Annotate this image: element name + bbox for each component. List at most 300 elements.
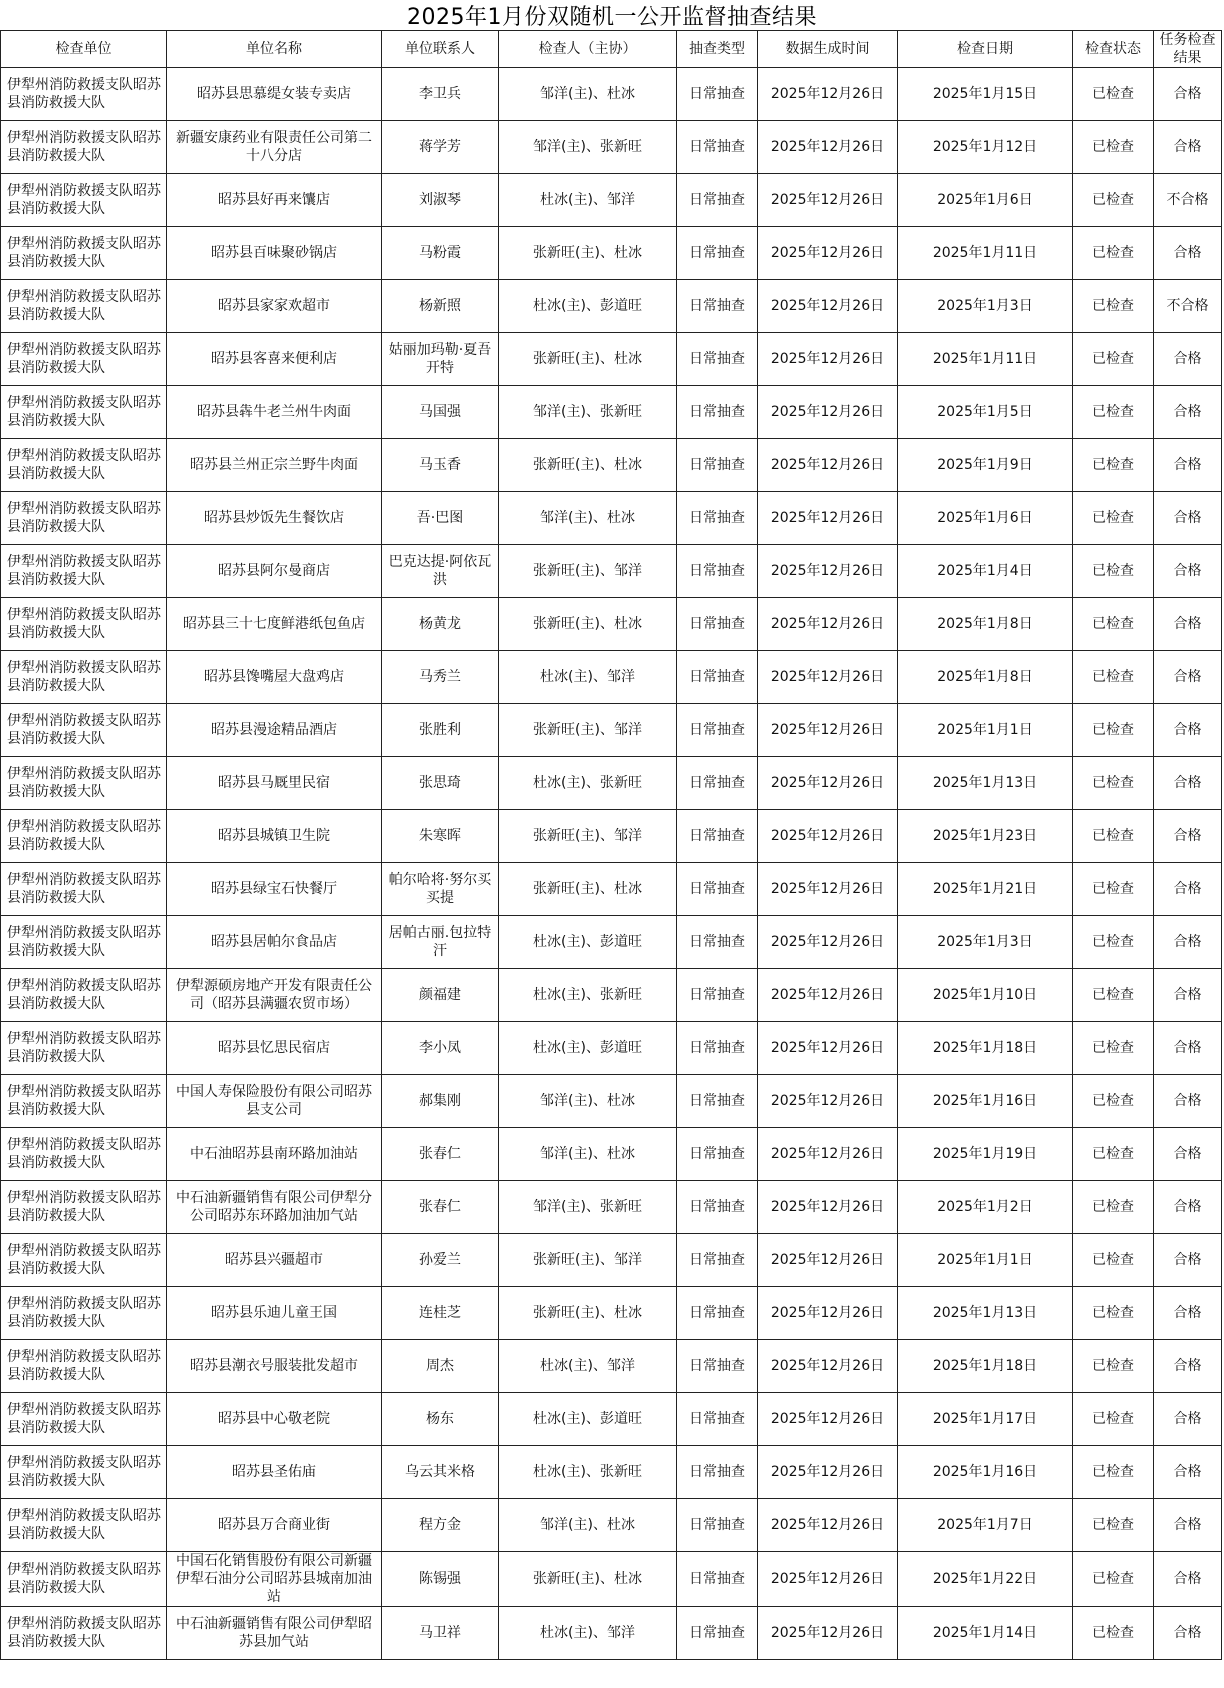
cell-result: 不合格 <box>1154 280 1222 333</box>
table-row <box>1 68 1222 121</box>
header-date: 检查日期 <box>898 31 1073 68</box>
cell-inspectors: 杜冰(主)、彭道旺 <box>499 1022 677 1075</box>
cell-unit-name: 昭苏县馋嘴屋大盘鸡店 <box>167 651 382 704</box>
cell-status: 已检查 <box>1073 1234 1154 1287</box>
cell-type: 日常抽查 <box>677 1287 758 1340</box>
cell-status: 已检查 <box>1073 1128 1154 1181</box>
cell-inspectors: 杜冰(主)、邹洋 <box>499 1607 677 1660</box>
cell-inspect-unit: 伊犁州消防救援支队昭苏县消防救援大队 <box>1 916 167 969</box>
cell-unit-name: 昭苏县兰州正宗兰野牛肉面 <box>167 439 382 492</box>
table-row <box>1 1340 1222 1393</box>
cell-status: 已检查 <box>1073 1552 1154 1607</box>
cell-generated: 2025年12月26日 <box>758 969 898 1022</box>
cell-result: 合格 <box>1154 439 1222 492</box>
cell-status: 已检查 <box>1073 227 1154 280</box>
cell-generated: 2025年12月26日 <box>758 333 898 386</box>
cell-generated: 2025年12月26日 <box>758 1022 898 1075</box>
cell-status: 已检查 <box>1073 333 1154 386</box>
table-header-row <box>1 31 1222 68</box>
cell-inspectors: 杜冰(主)、彭道旺 <box>499 916 677 969</box>
cell-generated: 2025年12月26日 <box>758 121 898 174</box>
cell-type: 日常抽查 <box>677 68 758 121</box>
cell-status: 已检查 <box>1073 704 1154 757</box>
cell-inspect-unit: 伊犁州消防救援支队昭苏县消防救援大队 <box>1 863 167 916</box>
cell-type: 日常抽查 <box>677 916 758 969</box>
cell-inspect-unit: 伊犁州消防救援支队昭苏县消防救援大队 <box>1 1393 167 1446</box>
cell-unit-name: 昭苏县炒饭先生餐饮店 <box>167 492 382 545</box>
cell-inspect-unit: 伊犁州消防救援支队昭苏县消防救援大队 <box>1 1552 167 1607</box>
cell-date: 2025年1月8日 <box>898 651 1073 704</box>
cell-status: 已检查 <box>1073 1287 1154 1340</box>
cell-contact: 颜福建 <box>382 969 499 1022</box>
cell-result: 合格 <box>1154 1446 1222 1499</box>
cell-date: 2025年1月3日 <box>898 280 1073 333</box>
cell-date: 2025年1月14日 <box>898 1607 1073 1660</box>
cell-inspectors: 张新旺(主)、邹洋 <box>499 704 677 757</box>
cell-inspectors: 邹洋(主)、杜冰 <box>499 1075 677 1128</box>
cell-generated: 2025年12月26日 <box>758 174 898 227</box>
cell-inspect-unit: 伊犁州消防救援支队昭苏县消防救援大队 <box>1 1128 167 1181</box>
cell-inspectors: 邹洋(主)、张新旺 <box>499 386 677 439</box>
cell-inspect-unit: 伊犁州消防救援支队昭苏县消防救援大队 <box>1 68 167 121</box>
cell-inspect-unit: 伊犁州消防救援支队昭苏县消防救援大队 <box>1 121 167 174</box>
cell-inspectors: 杜冰(主)、张新旺 <box>499 757 677 810</box>
cell-inspectors: 杜冰(主)、张新旺 <box>499 969 677 1022</box>
cell-result: 合格 <box>1154 863 1222 916</box>
cell-date: 2025年1月5日 <box>898 386 1073 439</box>
cell-type: 日常抽查 <box>677 492 758 545</box>
cell-type: 日常抽查 <box>677 757 758 810</box>
cell-generated: 2025年12月26日 <box>758 227 898 280</box>
cell-inspectors: 邹洋(主)、杜冰 <box>499 1128 677 1181</box>
table-row <box>1 1234 1222 1287</box>
cell-date: 2025年1月13日 <box>898 1287 1073 1340</box>
cell-contact: 周杰 <box>382 1340 499 1393</box>
table-row <box>1 1552 1222 1607</box>
cell-type: 日常抽查 <box>677 704 758 757</box>
cell-contact: 朱寒晖 <box>382 810 499 863</box>
cell-generated: 2025年12月26日 <box>758 545 898 598</box>
cell-status: 已检查 <box>1073 810 1154 863</box>
cell-contact: 帕尔哈将·努尔买买提 <box>382 863 499 916</box>
cell-inspect-unit: 伊犁州消防救援支队昭苏县消防救援大队 <box>1 174 167 227</box>
cell-inspectors: 杜冰(主)、张新旺 <box>499 1446 677 1499</box>
cell-result: 合格 <box>1154 1075 1222 1128</box>
results-table <box>0 30 1222 1660</box>
cell-inspectors: 杜冰(主)、邹洋 <box>499 1340 677 1393</box>
cell-type: 日常抽查 <box>677 386 758 439</box>
table-row <box>1 121 1222 174</box>
cell-date: 2025年1月1日 <box>898 1234 1073 1287</box>
table-row <box>1 1181 1222 1234</box>
cell-result: 合格 <box>1154 810 1222 863</box>
cell-contact: 张春仁 <box>382 1181 499 1234</box>
cell-inspectors: 张新旺(主)、邹洋 <box>499 1234 677 1287</box>
cell-generated: 2025年12月26日 <box>758 1287 898 1340</box>
cell-generated: 2025年12月26日 <box>758 704 898 757</box>
cell-inspect-unit: 伊犁州消防救援支队昭苏县消防救援大队 <box>1 969 167 1022</box>
table-row <box>1 1022 1222 1075</box>
cell-unit-name: 新疆安康药业有限责任公司第二十八分店 <box>167 121 382 174</box>
cell-generated: 2025年12月26日 <box>758 916 898 969</box>
cell-contact: 杨黄龙 <box>382 598 499 651</box>
cell-generated: 2025年12月26日 <box>758 1393 898 1446</box>
cell-generated: 2025年12月26日 <box>758 651 898 704</box>
header-inspectors: 检查人（主协） <box>499 31 677 68</box>
cell-status: 已检查 <box>1073 1607 1154 1660</box>
cell-type: 日常抽查 <box>677 1340 758 1393</box>
cell-type: 日常抽查 <box>677 863 758 916</box>
cell-unit-name: 昭苏县兴疆超市 <box>167 1234 382 1287</box>
cell-date: 2025年1月16日 <box>898 1075 1073 1128</box>
cell-status: 已检查 <box>1073 916 1154 969</box>
header-status: 检查状态 <box>1073 31 1154 68</box>
cell-date: 2025年1月6日 <box>898 174 1073 227</box>
cell-unit-name: 昭苏县居帕尔食品店 <box>167 916 382 969</box>
cell-status: 已检查 <box>1073 545 1154 598</box>
cell-status: 已检查 <box>1073 598 1154 651</box>
cell-unit-name: 中石油新疆销售有限公司伊犁分公司昭苏东环路加油加气站 <box>167 1181 382 1234</box>
cell-date: 2025年1月6日 <box>898 492 1073 545</box>
cell-inspectors: 张新旺(主)、杜冰 <box>499 1287 677 1340</box>
cell-contact: 程方金 <box>382 1499 499 1552</box>
cell-result: 合格 <box>1154 1340 1222 1393</box>
cell-type: 日常抽查 <box>677 1075 758 1128</box>
cell-inspect-unit: 伊犁州消防救援支队昭苏县消防救援大队 <box>1 1499 167 1552</box>
cell-date: 2025年1月23日 <box>898 810 1073 863</box>
cell-result: 合格 <box>1154 757 1222 810</box>
cell-inspectors: 杜冰(主)、彭道旺 <box>499 1393 677 1446</box>
cell-inspect-unit: 伊犁州消防救援支队昭苏县消防救援大队 <box>1 757 167 810</box>
cell-result: 合格 <box>1154 1128 1222 1181</box>
cell-type: 日常抽查 <box>677 969 758 1022</box>
cell-generated: 2025年12月26日 <box>758 1340 898 1393</box>
cell-inspect-unit: 伊犁州消防救援支队昭苏县消防救援大队 <box>1 651 167 704</box>
cell-generated: 2025年12月26日 <box>758 386 898 439</box>
cell-date: 2025年1月4日 <box>898 545 1073 598</box>
cell-date: 2025年1月1日 <box>898 704 1073 757</box>
cell-type: 日常抽查 <box>677 174 758 227</box>
cell-status: 已检查 <box>1073 757 1154 810</box>
cell-contact: 马卫祥 <box>382 1607 499 1660</box>
cell-inspect-unit: 伊犁州消防救援支队昭苏县消防救援大队 <box>1 1075 167 1128</box>
cell-status: 已检查 <box>1073 1181 1154 1234</box>
cell-date: 2025年1月18日 <box>898 1022 1073 1075</box>
cell-type: 日常抽查 <box>677 1552 758 1607</box>
cell-type: 日常抽查 <box>677 227 758 280</box>
cell-unit-name: 昭苏县圣佑庙 <box>167 1446 382 1499</box>
cell-inspectors: 张新旺(主)、邹洋 <box>499 810 677 863</box>
cell-contact: 马秀兰 <box>382 651 499 704</box>
cell-contact: 吾·巴图 <box>382 492 499 545</box>
cell-inspect-unit: 伊犁州消防救援支队昭苏县消防救援大队 <box>1 1340 167 1393</box>
cell-result: 合格 <box>1154 969 1222 1022</box>
cell-type: 日常抽查 <box>677 121 758 174</box>
cell-inspect-unit: 伊犁州消防救援支队昭苏县消防救援大队 <box>1 386 167 439</box>
cell-result: 合格 <box>1154 598 1222 651</box>
cell-type: 日常抽查 <box>677 280 758 333</box>
cell-status: 已检查 <box>1073 439 1154 492</box>
cell-contact: 巴克达提·阿依瓦洪 <box>382 545 499 598</box>
cell-type: 日常抽查 <box>677 1234 758 1287</box>
cell-result: 合格 <box>1154 651 1222 704</box>
cell-inspectors: 杜冰(主)、彭道旺 <box>499 280 677 333</box>
cell-result: 合格 <box>1154 1499 1222 1552</box>
page-title: 2025年1月份双随机一公开监督抽查结果 <box>407 5 817 30</box>
cell-result: 合格 <box>1154 1234 1222 1287</box>
table-row <box>1 1446 1222 1499</box>
table-row <box>1 492 1222 545</box>
cell-generated: 2025年12月26日 <box>758 598 898 651</box>
cell-status: 已检查 <box>1073 969 1154 1022</box>
cell-inspect-unit: 伊犁州消防救援支队昭苏县消防救援大队 <box>1 492 167 545</box>
table-row <box>1 863 1222 916</box>
cell-date: 2025年1月11日 <box>898 333 1073 386</box>
cell-date: 2025年1月15日 <box>898 68 1073 121</box>
cell-contact: 蒋学芳 <box>382 121 499 174</box>
cell-status: 已检查 <box>1073 121 1154 174</box>
cell-inspectors: 邹洋(主)、杜冰 <box>499 68 677 121</box>
cell-generated: 2025年12月26日 <box>758 810 898 863</box>
cell-status: 已检查 <box>1073 492 1154 545</box>
cell-inspect-unit: 伊犁州消防救援支队昭苏县消防救援大队 <box>1 1446 167 1499</box>
cell-inspect-unit: 伊犁州消防救援支队昭苏县消防救援大队 <box>1 1181 167 1234</box>
cell-contact: 张思琦 <box>382 757 499 810</box>
cell-type: 日常抽查 <box>677 810 758 863</box>
cell-result: 合格 <box>1154 1393 1222 1446</box>
cell-unit-name: 中石油昭苏县南环路加油站 <box>167 1128 382 1181</box>
table-row <box>1 545 1222 598</box>
cell-status: 已检查 <box>1073 1446 1154 1499</box>
cell-date: 2025年1月9日 <box>898 439 1073 492</box>
cell-date: 2025年1月19日 <box>898 1128 1073 1181</box>
cell-generated: 2025年12月26日 <box>758 1552 898 1607</box>
cell-date: 2025年1月22日 <box>898 1552 1073 1607</box>
cell-result: 不合格 <box>1154 174 1222 227</box>
cell-inspectors: 张新旺(主)、杜冰 <box>499 333 677 386</box>
cell-generated: 2025年12月26日 <box>758 863 898 916</box>
cell-generated: 2025年12月26日 <box>758 439 898 492</box>
cell-date: 2025年1月12日 <box>898 121 1073 174</box>
table-row <box>1 333 1222 386</box>
cell-contact: 李卫兵 <box>382 68 499 121</box>
table-row <box>1 227 1222 280</box>
cell-result: 合格 <box>1154 492 1222 545</box>
cell-status: 已检查 <box>1073 1499 1154 1552</box>
cell-result: 合格 <box>1154 916 1222 969</box>
cell-type: 日常抽查 <box>677 1022 758 1075</box>
cell-contact: 居帕古丽.包拉特汗 <box>382 916 499 969</box>
cell-inspect-unit: 伊犁州消防救援支队昭苏县消防救援大队 <box>1 1287 167 1340</box>
cell-date: 2025年1月3日 <box>898 916 1073 969</box>
table-row <box>1 1287 1222 1340</box>
header-contact: 单位联系人 <box>382 31 499 68</box>
cell-result: 合格 <box>1154 333 1222 386</box>
cell-generated: 2025年12月26日 <box>758 1446 898 1499</box>
cell-status: 已检查 <box>1073 386 1154 439</box>
cell-status: 已检查 <box>1073 1022 1154 1075</box>
cell-unit-name: 昭苏县绿宝石快餐厅 <box>167 863 382 916</box>
cell-date: 2025年1月2日 <box>898 1181 1073 1234</box>
cell-type: 日常抽查 <box>677 1499 758 1552</box>
cell-unit-name: 昭苏县客喜来便利店 <box>167 333 382 386</box>
cell-date: 2025年1月7日 <box>898 1499 1073 1552</box>
cell-generated: 2025年12月26日 <box>758 757 898 810</box>
cell-unit-name: 昭苏县马厩里民宿 <box>167 757 382 810</box>
cell-unit-name: 昭苏县好再来馕店 <box>167 174 382 227</box>
cell-result: 合格 <box>1154 1287 1222 1340</box>
table-row <box>1 439 1222 492</box>
cell-inspect-unit: 伊犁州消防救援支队昭苏县消防救援大队 <box>1 1607 167 1660</box>
cell-type: 日常抽查 <box>677 1446 758 1499</box>
header-generated: 数据生成时间 <box>758 31 898 68</box>
cell-generated: 2025年12月26日 <box>758 1128 898 1181</box>
cell-contact: 乌云其米格 <box>382 1446 499 1499</box>
table-row <box>1 386 1222 439</box>
cell-inspectors: 邹洋(主)、杜冰 <box>499 1499 677 1552</box>
cell-unit-name: 昭苏县犇牛老兰州牛肉面 <box>167 386 382 439</box>
cell-generated: 2025年12月26日 <box>758 68 898 121</box>
cell-result: 合格 <box>1154 227 1222 280</box>
cell-type: 日常抽查 <box>677 1128 758 1181</box>
cell-inspectors: 杜冰(主)、邹洋 <box>499 174 677 227</box>
table-row <box>1 810 1222 863</box>
cell-result: 合格 <box>1154 1022 1222 1075</box>
cell-inspect-unit: 伊犁州消防救援支队昭苏县消防救援大队 <box>1 545 167 598</box>
cell-type: 日常抽查 <box>677 333 758 386</box>
cell-unit-name: 昭苏县百味聚砂锅店 <box>167 227 382 280</box>
cell-inspectors: 张新旺(主)、杜冰 <box>499 1552 677 1607</box>
cell-inspectors: 张新旺(主)、邹洋 <box>499 545 677 598</box>
cell-contact: 张春仁 <box>382 1128 499 1181</box>
cell-status: 已检查 <box>1073 1075 1154 1128</box>
cell-generated: 2025年12月26日 <box>758 1234 898 1287</box>
cell-unit-name: 昭苏县忆思民宿店 <box>167 1022 382 1075</box>
cell-inspectors: 张新旺(主)、杜冰 <box>499 598 677 651</box>
cell-result: 合格 <box>1154 1607 1222 1660</box>
cell-result: 合格 <box>1154 704 1222 757</box>
cell-contact: 杨新照 <box>382 280 499 333</box>
cell-type: 日常抽查 <box>677 651 758 704</box>
cell-type: 日常抽查 <box>677 1393 758 1446</box>
table-row <box>1 174 1222 227</box>
cell-inspectors: 杜冰(主)、邹洋 <box>499 651 677 704</box>
cell-status: 已检查 <box>1073 651 1154 704</box>
cell-status: 已检查 <box>1073 863 1154 916</box>
table-row <box>1 280 1222 333</box>
cell-contact: 连桂芝 <box>382 1287 499 1340</box>
cell-date: 2025年1月16日 <box>898 1446 1073 1499</box>
cell-contact: 马国强 <box>382 386 499 439</box>
cell-type: 日常抽查 <box>677 1181 758 1234</box>
cell-contact: 陈锡强 <box>382 1552 499 1607</box>
cell-result: 合格 <box>1154 1181 1222 1234</box>
cell-unit-name: 昭苏县中心敬老院 <box>167 1393 382 1446</box>
table-row <box>1 1075 1222 1128</box>
cell-date: 2025年1月17日 <box>898 1393 1073 1446</box>
cell-generated: 2025年12月26日 <box>758 1607 898 1660</box>
cell-type: 日常抽查 <box>677 1607 758 1660</box>
cell-inspect-unit: 伊犁州消防救援支队昭苏县消防救援大队 <box>1 1234 167 1287</box>
cell-result: 合格 <box>1154 386 1222 439</box>
cell-date: 2025年1月13日 <box>898 757 1073 810</box>
cell-type: 日常抽查 <box>677 545 758 598</box>
cell-contact: 李小凤 <box>382 1022 499 1075</box>
cell-contact: 姑丽加玛勒·夏吾开特 <box>382 333 499 386</box>
cell-status: 已检查 <box>1073 1340 1154 1393</box>
table-row <box>1 704 1222 757</box>
table-row <box>1 1128 1222 1181</box>
header-inspect-unit: 检查单位 <box>1 31 167 68</box>
cell-inspectors: 张新旺(主)、杜冰 <box>499 439 677 492</box>
cell-inspect-unit: 伊犁州消防救援支队昭苏县消防救援大队 <box>1 810 167 863</box>
cell-unit-name: 昭苏县乐迪儿童王国 <box>167 1287 382 1340</box>
cell-result: 合格 <box>1154 1552 1222 1607</box>
cell-unit-name: 昭苏县三十七度鲜港纸包鱼店 <box>167 598 382 651</box>
cell-generated: 2025年12月26日 <box>758 1075 898 1128</box>
cell-date: 2025年1月8日 <box>898 598 1073 651</box>
cell-inspect-unit: 伊犁州消防救援支队昭苏县消防救援大队 <box>1 280 167 333</box>
cell-date: 2025年1月21日 <box>898 863 1073 916</box>
cell-inspect-unit: 伊犁州消防救援支队昭苏县消防救援大队 <box>1 704 167 757</box>
cell-unit-name: 昭苏县城镇卫生院 <box>167 810 382 863</box>
cell-inspect-unit: 伊犁州消防救援支队昭苏县消防救援大队 <box>1 333 167 386</box>
cell-generated: 2025年12月26日 <box>758 280 898 333</box>
cell-status: 已检查 <box>1073 68 1154 121</box>
cell-contact: 马粉霞 <box>382 227 499 280</box>
cell-contact: 刘淑琴 <box>382 174 499 227</box>
table-row <box>1 598 1222 651</box>
cell-date: 2025年1月11日 <box>898 227 1073 280</box>
cell-unit-name: 昭苏县阿尔曼商店 <box>167 545 382 598</box>
cell-contact: 杨东 <box>382 1393 499 1446</box>
cell-contact: 马玉香 <box>382 439 499 492</box>
table-body <box>1 68 1222 1660</box>
cell-generated: 2025年12月26日 <box>758 492 898 545</box>
cell-inspectors: 邹洋(主)、张新旺 <box>499 121 677 174</box>
table-row <box>1 1393 1222 1446</box>
cell-unit-name: 伊犁源硕房地产开发有限责任公司（昭苏县满疆农贸市场） <box>167 969 382 1022</box>
cell-unit-name: 中国人寿保险股份有限公司昭苏县支公司 <box>167 1075 382 1128</box>
table-row <box>1 651 1222 704</box>
cell-unit-name: 昭苏县潮衣号服装批发超市 <box>167 1340 382 1393</box>
cell-date: 2025年1月10日 <box>898 969 1073 1022</box>
cell-generated: 2025年12月26日 <box>758 1181 898 1234</box>
cell-inspect-unit: 伊犁州消防救援支队昭苏县消防救援大队 <box>1 1022 167 1075</box>
cell-inspect-unit: 伊犁州消防救援支队昭苏县消防救援大队 <box>1 439 167 492</box>
cell-contact: 郝集刚 <box>382 1075 499 1128</box>
cell-date: 2025年1月18日 <box>898 1340 1073 1393</box>
cell-unit-name: 中石油新疆销售有限公司伊犁昭苏县加气站 <box>167 1607 382 1660</box>
table-row <box>1 1607 1222 1660</box>
cell-inspect-unit: 伊犁州消防救援支队昭苏县消防救援大队 <box>1 227 167 280</box>
table-row <box>1 757 1222 810</box>
cell-inspectors: 邹洋(主)、张新旺 <box>499 1181 677 1234</box>
header-type: 抽查类型 <box>677 31 758 68</box>
cell-unit-name: 昭苏县漫途精品酒店 <box>167 704 382 757</box>
cell-status: 已检查 <box>1073 280 1154 333</box>
cell-status: 已检查 <box>1073 1393 1154 1446</box>
cell-unit-name: 昭苏县万合商业街 <box>167 1499 382 1552</box>
cell-unit-name: 昭苏县家家欢超市 <box>167 280 382 333</box>
cell-inspectors: 张新旺(主)、杜冰 <box>499 227 677 280</box>
cell-result: 合格 <box>1154 545 1222 598</box>
cell-inspectors: 邹洋(主)、杜冰 <box>499 492 677 545</box>
cell-status: 已检查 <box>1073 174 1154 227</box>
cell-type: 日常抽查 <box>677 439 758 492</box>
cell-contact: 张胜利 <box>382 704 499 757</box>
cell-type: 日常抽查 <box>677 598 758 651</box>
